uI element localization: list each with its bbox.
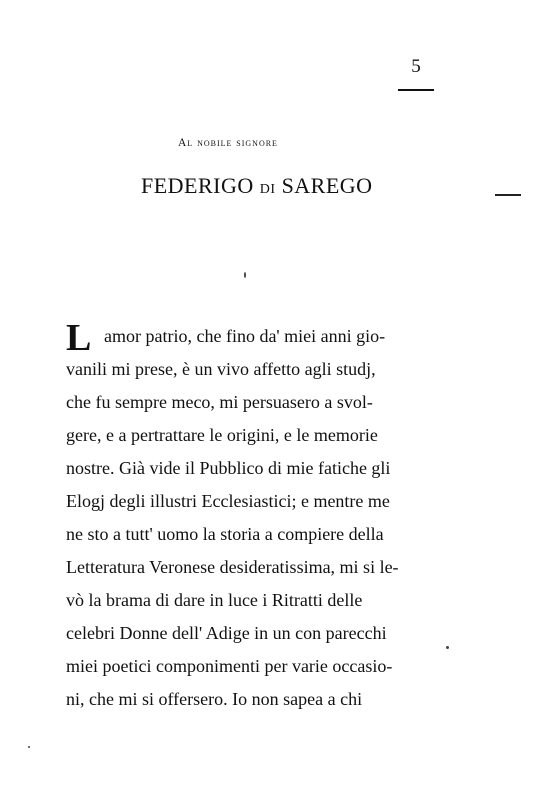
text-line: Elogj degli illustri Ecclesiastici; e mentre me [66, 491, 390, 511]
paper-speck [446, 646, 449, 649]
dedicatee-surname: SAREGO [281, 173, 373, 198]
text-line: miei poetici componimenti per varie occasio- [66, 656, 393, 676]
text-line: ne sto a tutt' uomo la storia a compiere della [66, 524, 384, 544]
text-line: che fu sempre meco, mi persuasero a svol- [66, 392, 373, 412]
paper-speck [244, 272, 246, 278]
text-line: celebri Donne dell' Adige in un con parecchi [66, 623, 387, 643]
text-line [66, 320, 438, 353]
paper-speck [28, 746, 30, 748]
margin-mark [495, 194, 521, 196]
dedicatee-particle: DI [259, 182, 276, 197]
page-number: 5 [411, 56, 421, 77]
page-number-rule [398, 89, 434, 91]
dedicatee-first-name: FEDERIGO [141, 173, 254, 198]
dedicatee-name [141, 172, 373, 204]
drop-cap-letter: L [66, 317, 92, 359]
text-line: nostre. Già vide il Pubblico di mie fatiche gli [66, 458, 391, 478]
text-line: Letteratura Veronese desideratissima, mi si le- [66, 557, 399, 577]
line-text: amor patrio, che fino da' miei anni gio- [104, 326, 386, 346]
text-line: ni, che mi si offersero. Io non sapea a chi [66, 689, 363, 709]
body-paragraph [66, 317, 438, 716]
salutation-text: Al nobile signore [178, 137, 278, 149]
text-line: vò la brama di dare in luce i Ritratti delle [66, 590, 363, 610]
text-line: gere, e a pertrattare le origini, e le memorie [66, 425, 378, 445]
dedication-salutation [178, 135, 278, 151]
text-line: vanili mi prese, è un vivo affetto agli studj, [66, 359, 376, 379]
